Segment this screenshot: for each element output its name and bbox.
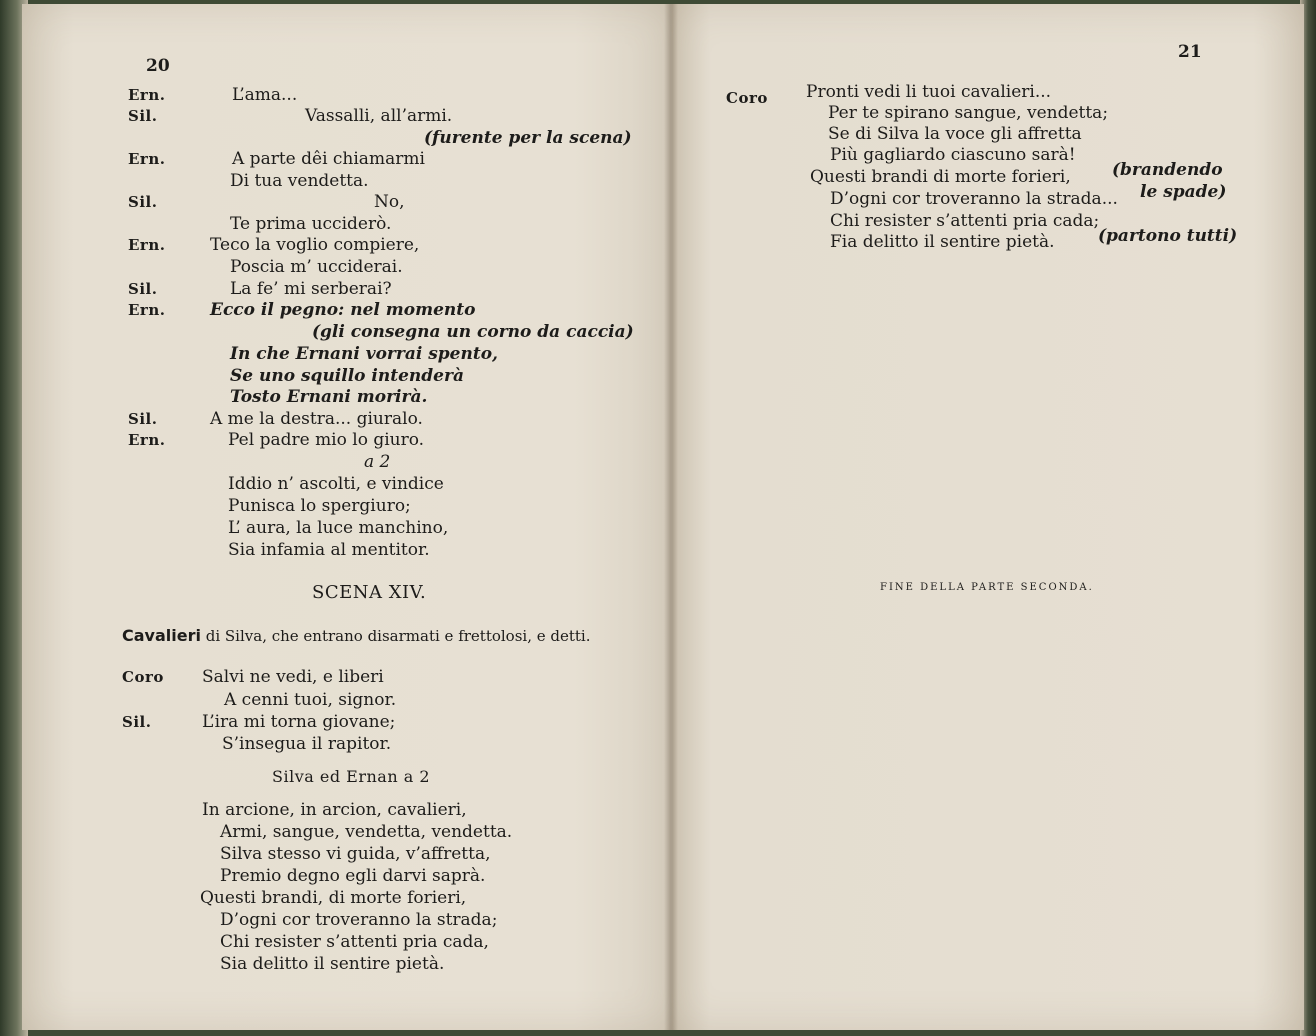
stage-direction-entry bbox=[122, 626, 590, 646]
speaker: Ern. bbox=[128, 431, 166, 449]
verse-line: In che Ernani vorrai spento, bbox=[230, 344, 498, 364]
speaker: Sil. bbox=[128, 280, 158, 298]
verse-line: Questi brandi di morte forieri, bbox=[810, 167, 1071, 187]
verse-line: A parte dêi chiamarmi bbox=[232, 149, 425, 169]
duet-heading: Silva ed Ernan a 2 bbox=[272, 767, 431, 786]
speaker: Sil. bbox=[128, 193, 158, 211]
verse-line: No, bbox=[374, 192, 405, 212]
speaker: Sil. bbox=[128, 107, 158, 125]
verse-line: Se uno squillo intenderà bbox=[230, 366, 464, 386]
entry-description: di Silva, che entrano disarmati e frettolosi, e detti. bbox=[200, 627, 591, 645]
book-gutter bbox=[664, 4, 678, 1030]
verse-line: Questi brandi, di morte forieri, bbox=[200, 888, 467, 908]
verse-line: S’insegua il rapitor. bbox=[222, 734, 392, 754]
verse-line: Se di Silva la voce gli affretta bbox=[828, 124, 1082, 144]
right-page-number: 21 bbox=[1178, 42, 1202, 62]
verse-line: A me la destra... giuralo. bbox=[210, 409, 423, 429]
verse-line: Punisca lo spergiuro; bbox=[228, 496, 411, 516]
verse-line: Sia delitto il sentire pietà. bbox=[220, 954, 445, 974]
verse-line: In arcione, in arcion, cavalieri, bbox=[202, 800, 467, 820]
verse-line: Pronti vedi li tuoi cavalieri... bbox=[806, 82, 1052, 102]
entering-characters: Cavalieri bbox=[122, 626, 201, 645]
scene-heading: SCENA XIV. bbox=[312, 582, 427, 603]
left-page-number: 20 bbox=[146, 56, 170, 76]
verse-line: Tosto Ernani morirà. bbox=[230, 387, 428, 407]
verse-line: Per te spirano sangue, vendetta; bbox=[828, 103, 1109, 123]
verse-line: L’ aura, la luce manchino, bbox=[228, 518, 449, 538]
speaker: Sil. bbox=[122, 713, 152, 731]
verse-line: Più gagliardo ciascuno sarà! bbox=[830, 145, 1076, 165]
speaker: Coro bbox=[122, 668, 164, 686]
verse-line: Armi, sangue, vendetta, vendetta. bbox=[220, 822, 513, 842]
verse-line: Teco la voglio compiere, bbox=[210, 235, 420, 255]
verse-line: D’ogni cor troveranno la strada... bbox=[830, 189, 1118, 209]
verse-line: Chi resister s’attenti pria cada, bbox=[220, 932, 489, 952]
verse-line: D’ogni cor troveranno la strada; bbox=[220, 910, 498, 930]
verse-line: Vassalli, all’armi. bbox=[305, 106, 453, 126]
speaker: Ern. bbox=[128, 150, 166, 168]
stage-direction: le spade) bbox=[1140, 182, 1227, 202]
verse-line: Ecco il pegno: nel momento bbox=[210, 300, 476, 320]
verse-line: Salvi ne vedi, e liberi bbox=[202, 667, 384, 687]
verse-line: Iddio n’ ascolti, e vindice bbox=[228, 474, 444, 494]
verse-line: La fe’ mi serberai? bbox=[230, 279, 392, 299]
verse-line: Pel padre mio lo giuro. bbox=[228, 430, 425, 450]
end-of-part-note: FINE DELLA PARTE SECONDA. bbox=[880, 582, 1094, 593]
verse-line: Fia delitto il sentire pietà. bbox=[830, 232, 1055, 252]
speaker: Ern. bbox=[128, 301, 166, 319]
verse-line: Poscia m’ ucciderai. bbox=[230, 257, 403, 277]
verse-line: L’ira mi torna giovane; bbox=[202, 712, 396, 732]
stage-direction: (gli consegna un corno da caccia) bbox=[312, 322, 634, 342]
verse-line: Silva stesso vi guida, v’affretta, bbox=[220, 844, 491, 864]
verse-line: L’ama... bbox=[232, 85, 298, 105]
stage-direction: (furente per la scena) bbox=[424, 128, 632, 148]
stage-direction: (partono tutti) bbox=[1098, 226, 1238, 246]
verse-line: Chi resister s’attenti pria cada; bbox=[830, 211, 1100, 231]
speaker: Sil. bbox=[128, 410, 158, 428]
stage-direction: (brandendo bbox=[1112, 160, 1223, 180]
verse-line: Di tua vendetta. bbox=[230, 171, 369, 191]
ensemble-marker: a 2 bbox=[364, 452, 391, 472]
verse-line: Sia infamia al mentitor. bbox=[228, 540, 430, 560]
speaker: Coro bbox=[726, 89, 768, 107]
verse-line: A cenni tuoi, signor. bbox=[224, 690, 397, 710]
speaker: Ern. bbox=[128, 236, 166, 254]
verse-line: Premio degno egli darvi saprà. bbox=[220, 866, 486, 886]
verse-line: Te prima ucciderò. bbox=[230, 214, 392, 234]
speaker: Ern. bbox=[128, 86, 166, 104]
